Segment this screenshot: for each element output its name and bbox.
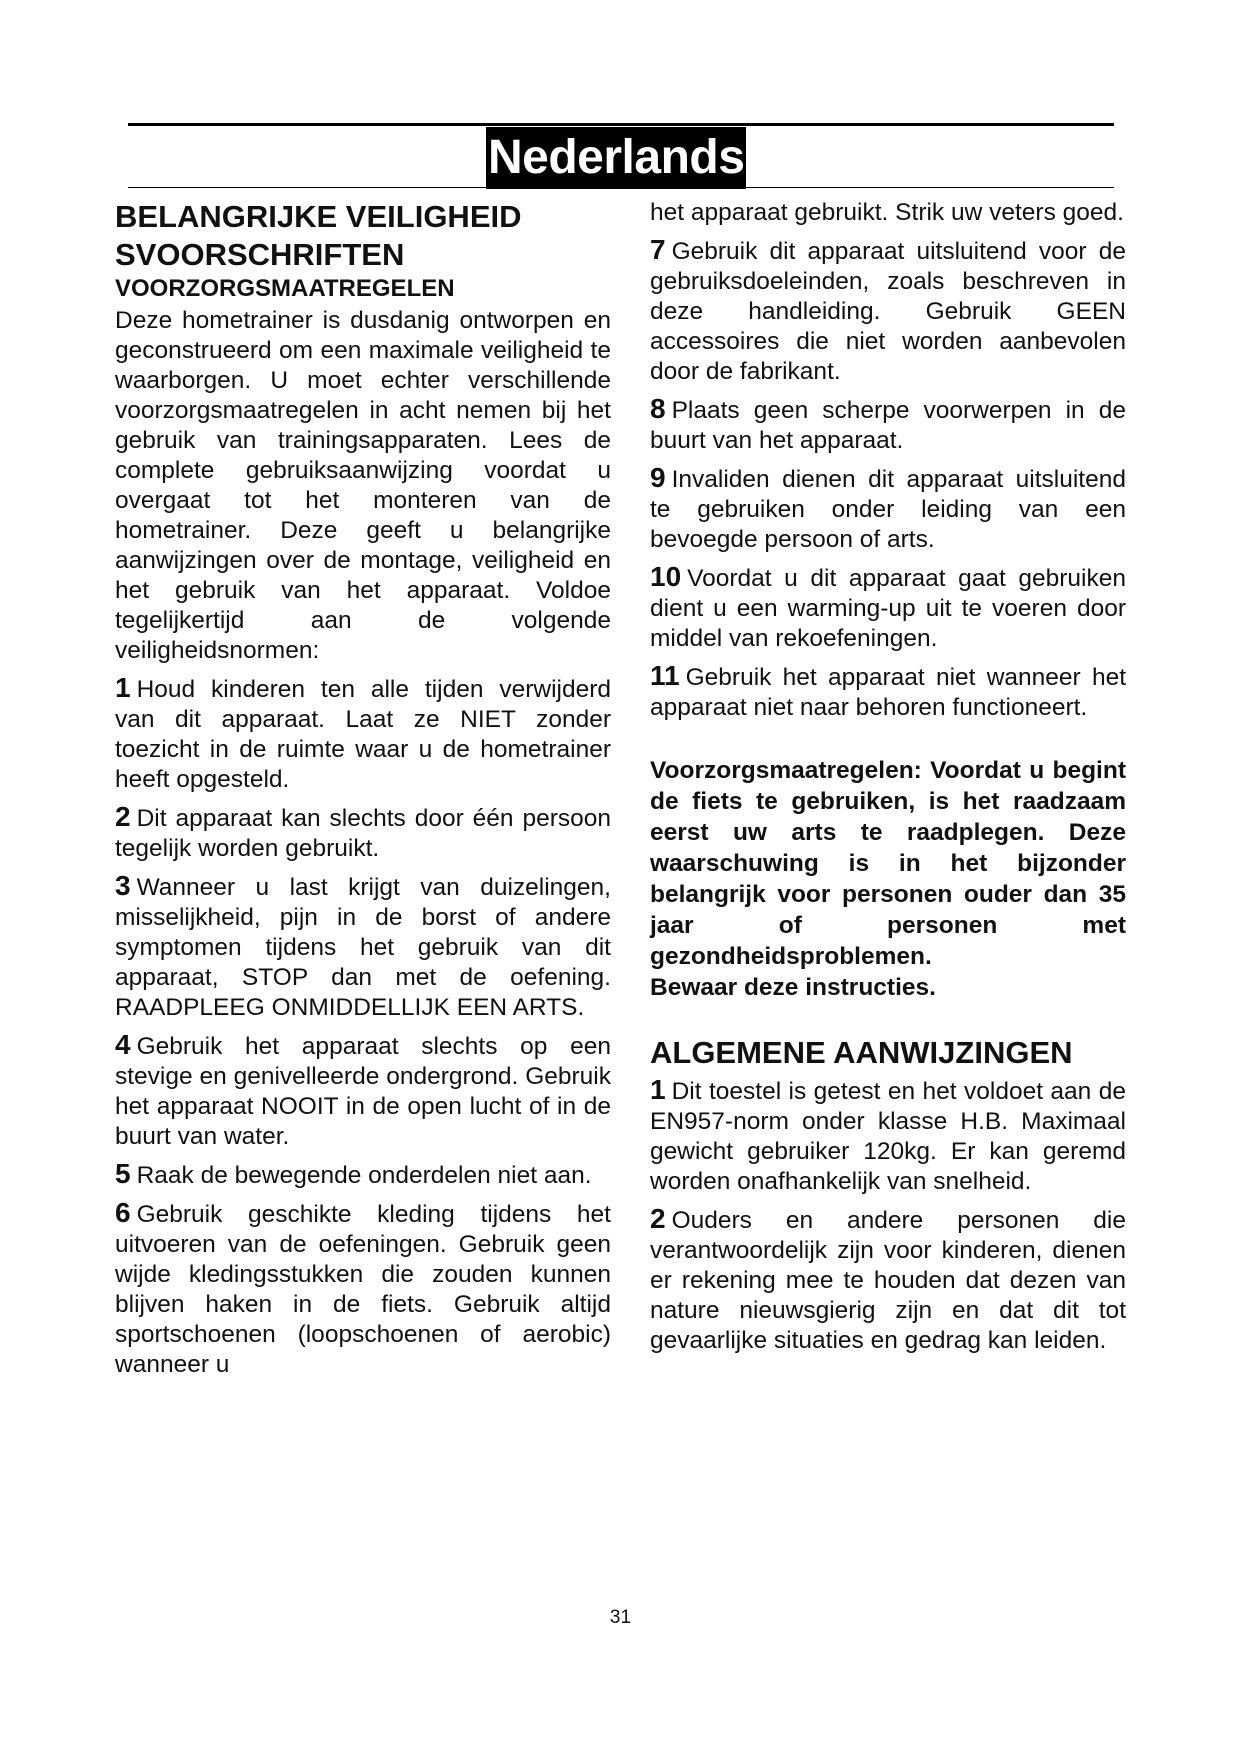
safety-item — [115, 1030, 611, 1152]
item-text: Plaats geen scherpe voorwerpen in de buurt van het apparaat. — [650, 397, 1126, 454]
item-number: 3 — [115, 870, 131, 901]
item-number: 1 — [650, 1074, 666, 1105]
safety-item — [115, 1159, 611, 1191]
safety-item — [115, 1198, 611, 1380]
header-bottom-rule — [128, 187, 1114, 188]
right-column — [650, 198, 1126, 1363]
safety-item — [115, 673, 611, 795]
doctor-warning: Voorzorgsmaatregelen: Voordat u begint de fiets te gebruiken, is het raadzaam eerst uw arts te raadplegen. Deze waarschuwing is in het bijzonder belangrijk voor personen ouder dan 35 jaar of personen met gezondheidsproblemen. — [650, 757, 1126, 970]
item-text: Houd kinderen ten alle tijden verwijderd van dit apparaat. Laat ze NIET zonder toezicht in de ruimte waar u de hometrainer heeft opgesteld. — [115, 676, 611, 793]
safety-item — [115, 871, 611, 1023]
safety-item — [115, 802, 611, 864]
item-number: 2 — [115, 801, 131, 832]
general-instructions-heading: ALGEMENE AANWIJZINGEN — [650, 1035, 1073, 1070]
item-number: 5 — [115, 1158, 131, 1189]
page-number: 31 — [609, 1607, 632, 1628]
keep-instructions-note: Bewaar deze instructies. — [650, 974, 936, 1001]
item-text: Gebruik het apparaat niet wanneer het apparaat niet naar behoren functioneert. — [650, 664, 1126, 721]
item-number: 1 — [115, 672, 131, 703]
item-text: Voordat u dit apparaat gaat gebruiken dient u een warming-up uit te voeren door middel van rekoefeningen. — [650, 565, 1126, 652]
item-text: Dit apparaat kan slechts door één persoon tegelijk worden gebruikt. — [115, 805, 611, 862]
item-text: Raak de bewegende onderdelen niet aan. — [136, 1162, 592, 1189]
item-number: 6 — [115, 1197, 131, 1228]
left-column — [115, 198, 611, 1387]
general-item — [650, 1204, 1126, 1356]
safety-item — [650, 463, 1126, 555]
item-text: Wanneer u last krijgt van duizelingen, misselijkheid, pijn in de borst of andere symptomen tijdens het gebruik van dit apparaat, STOP dan met de oefening. RAADPLEEG ONMIDDELLIJK EEN ARTS. — [115, 874, 611, 1021]
item-text: Dit toestel is getest en het voldoet aan de EN957-norm onder klasse H.B. Maximaal gewicht gebruiker 120kg. Er kan geremd worden onafhankelijk van snelheid. — [650, 1078, 1126, 1195]
precautions-subheading: VOORZORGSMAATREGELEN — [115, 275, 455, 302]
item-number: 8 — [650, 393, 666, 424]
safety-item — [650, 394, 1126, 456]
general-item — [650, 1075, 1126, 1197]
language-title: Nederlands — [486, 127, 746, 189]
item-text: Invaliden dienen dit apparaat uitsluitend te gebruiken onder leiding van een bevoegde persoon of arts. — [650, 466, 1126, 553]
continued-text: het apparaat gebruikt. Strik uw veters goed. — [650, 199, 1124, 226]
safety-item — [650, 235, 1126, 387]
intro-paragraph: Deze hometrainer is dusdanig ontworpen en geconstrueerd om een maximale veiligheid te waarborgen. U moet echter verschillende voorzorgsmaatregelen in acht nemen bij het gebruik van trainingsapparaten. Lees de complete gebruiksaanwijzing voordat u overgaat tot het monteren van de hometrainer. Deze geeft u belangrijke aanwijzingen over de montage, veiligheid en het gebruik van het apparaat. Voldoe tegelijkertijd aan de volgende veiligheidsnormen: — [115, 307, 611, 664]
safety-item — [650, 562, 1126, 654]
safety-heading: BELANGRIJKE VEILIGHEID SVOORSCHRIFTEN — [115, 199, 522, 272]
item-text: Ouders en andere personen die verantwoordelijk zijn voor kinderen, dienen er rekening mee te houden dat dezen van nature nieuwsgierig zijn en dat dit tot gevaarlijke situaties en gedrag kan leiden. — [650, 1207, 1126, 1354]
item-text: Gebruik dit apparaat uitsluitend voor de gebruiksdoeleinden, zoals beschreven in deze handleiding. Gebruik GEEN accessoires die niet worden aanbevolen door de fabrikant. — [650, 238, 1126, 385]
item-text: Gebruik geschikte kleding tijdens het uitvoeren van de oefeningen. Gebruik geen wijde kledingsstukken die zouden kunnen blijven haken in de fiets. Gebruik altijd sportschoenen (loopschoenen of aerobic) wanneer u — [115, 1201, 611, 1378]
safety-item — [650, 661, 1126, 723]
item-number: 7 — [650, 234, 666, 265]
item-number: 4 — [115, 1029, 131, 1060]
item-text: Gebruik het apparaat slechts op een stevige en genivelleerde ondergrond. Gebruik het apparaat NOOIT in de open lucht of in de buurt van water. — [115, 1033, 611, 1150]
item-number: 10 — [650, 561, 682, 592]
item-number: 11 — [650, 660, 680, 691]
header-top-rule — [128, 123, 1114, 126]
item-number: 2 — [650, 1203, 666, 1234]
item-number: 9 — [650, 462, 666, 493]
